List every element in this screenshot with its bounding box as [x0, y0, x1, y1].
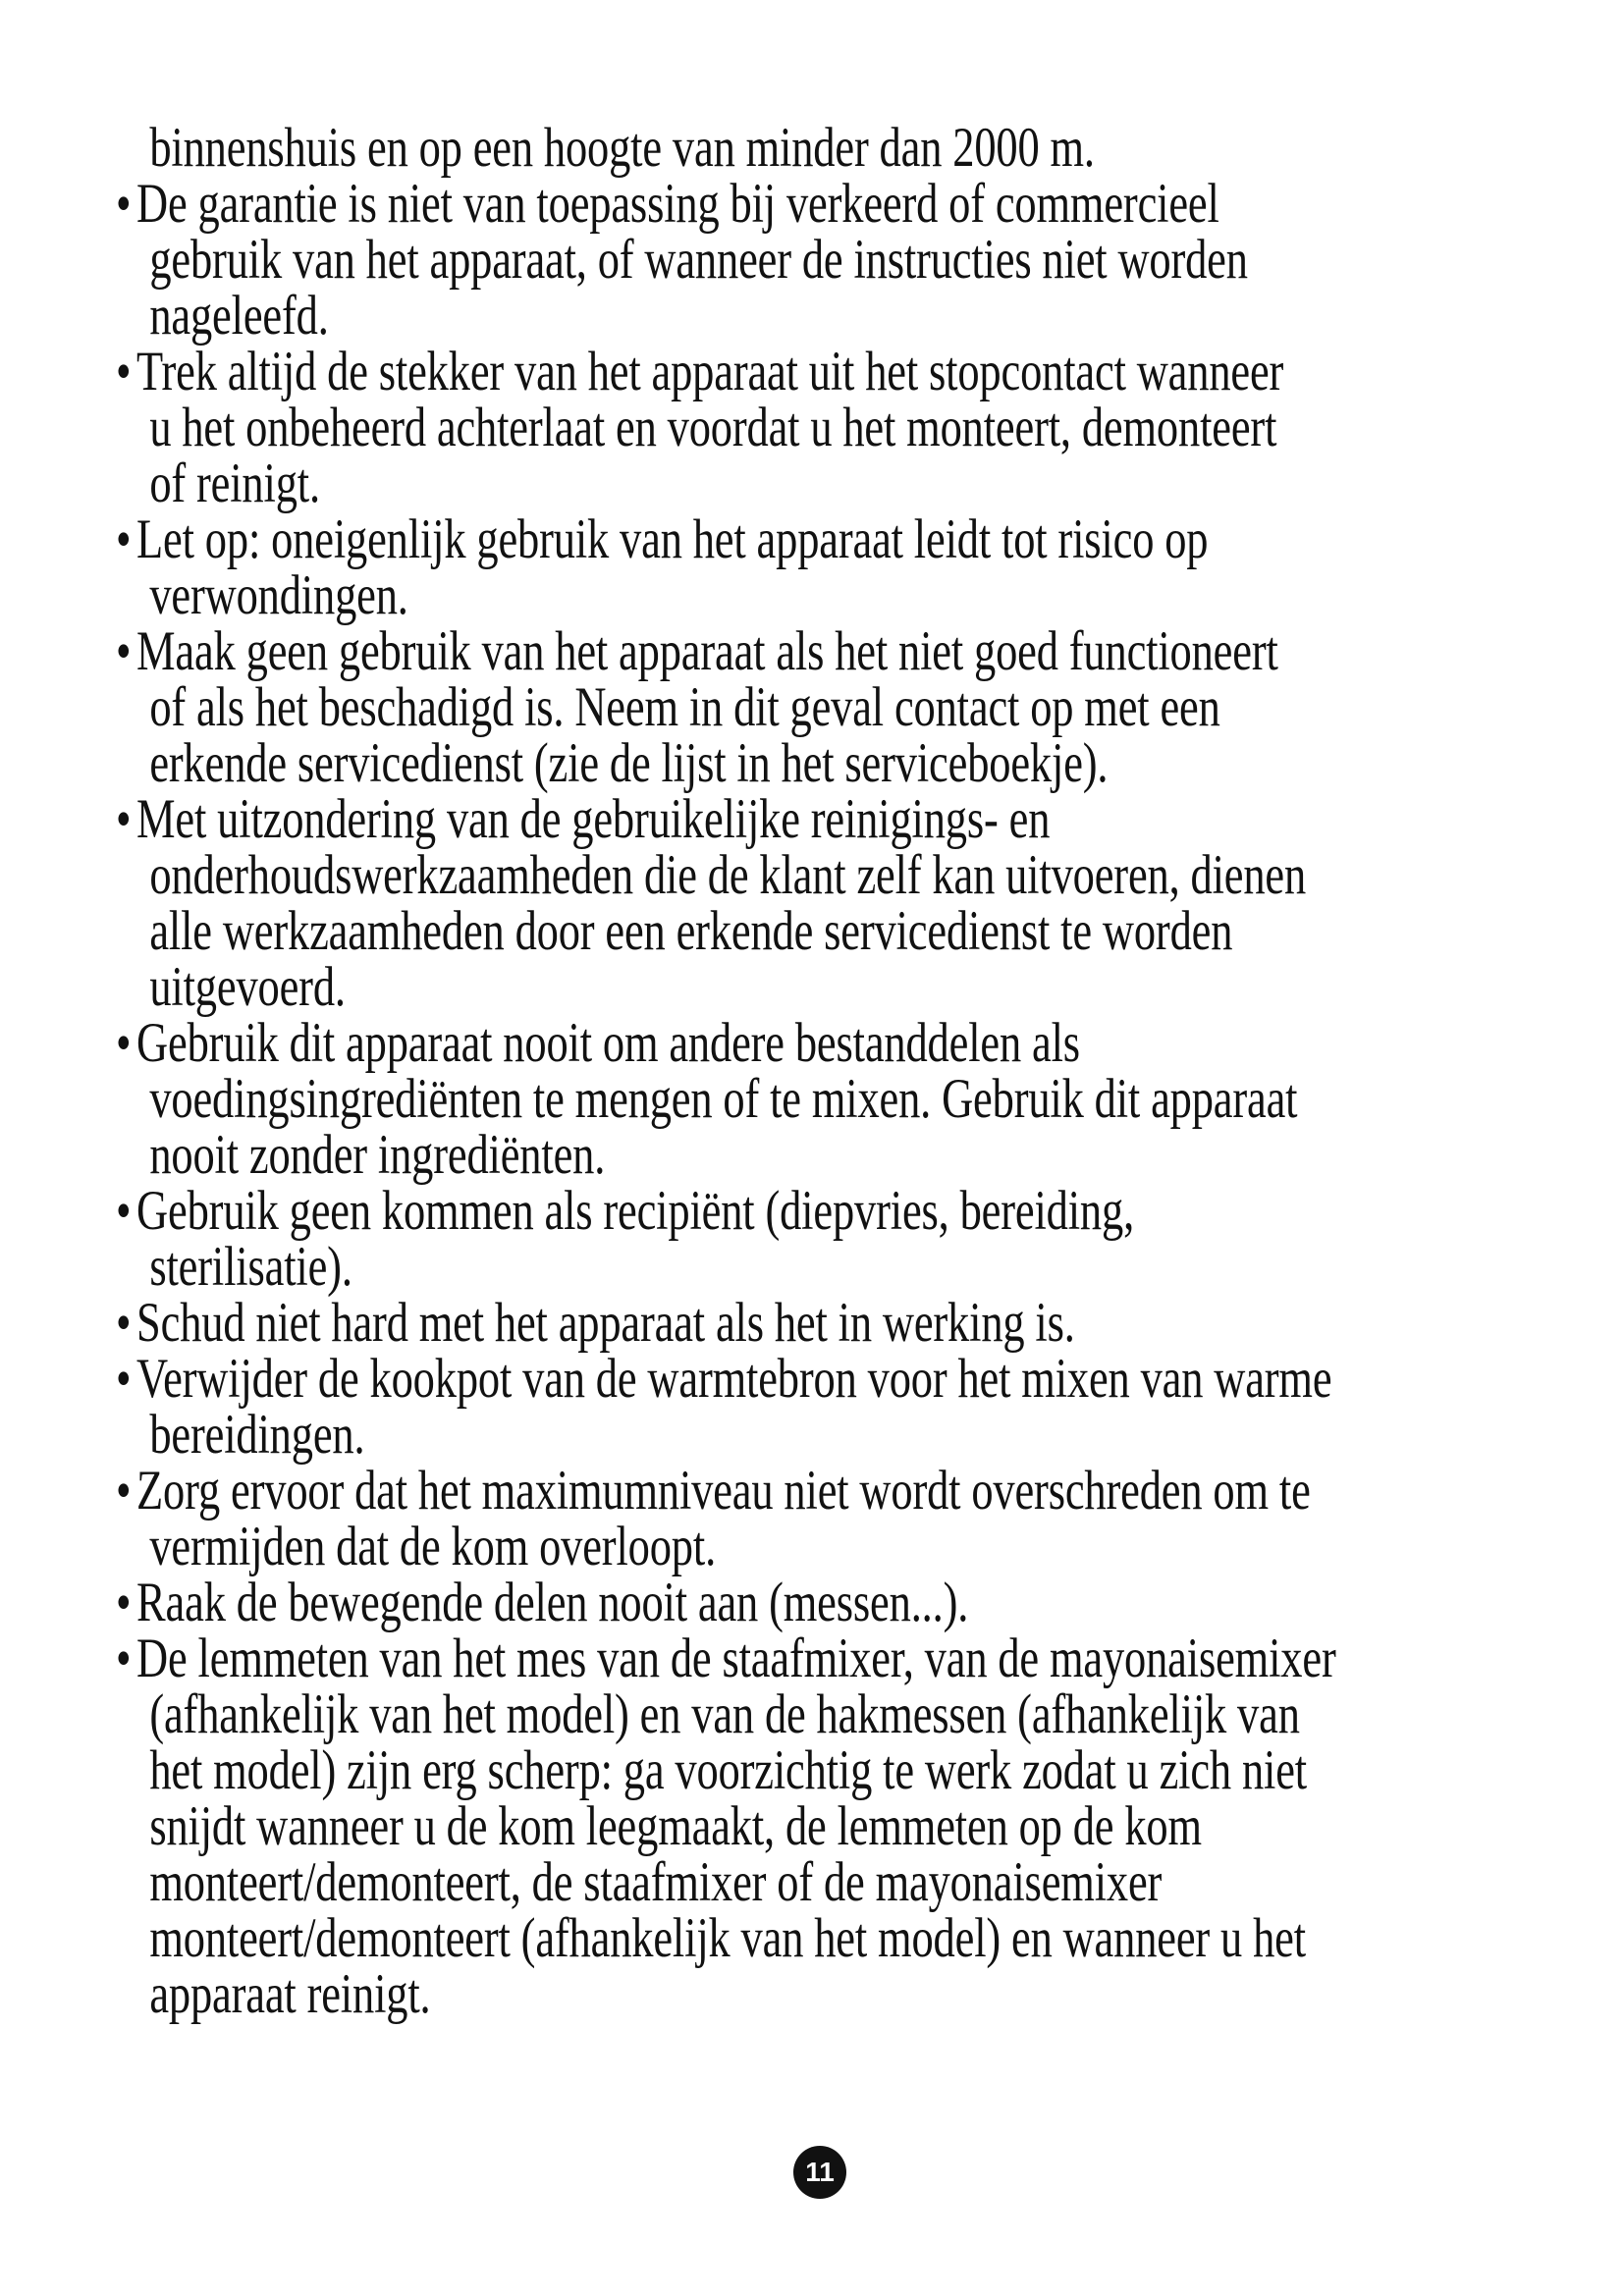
bullet-icon: • — [116, 1460, 132, 1522]
bullet-icon: • — [116, 508, 132, 570]
bullet-icon: • — [116, 341, 132, 402]
list-item-first-line: Trek altijd de stekker van het apparaat uit het stopcontact wanneer — [136, 341, 1284, 402]
list-item-line: uitgevoerd. — [149, 956, 346, 1018]
list-item — [116, 620, 1530, 794]
list-item-first-line: De garantie is niet van toepassing bij verkeerd of commercieel — [136, 173, 1219, 235]
bullet-icon: • — [116, 1628, 132, 1689]
list-item-line: onderhoudswerkzaamheden die de klant zelf kan uitvoeren, dienen — [149, 844, 1307, 906]
list-item — [116, 1460, 1530, 1577]
list-item-line: sterilisatie). — [149, 1236, 352, 1298]
bullet-icon: • — [116, 788, 132, 850]
list-item-line: erkende servicedienst (zie de lijst in het serviceboekje). — [149, 732, 1109, 794]
list-item-line: nageleefd. — [149, 285, 329, 347]
list-item-line: of als het beschadigd is. Neem in dit geval contact op met een — [149, 676, 1220, 738]
list-item-first-line: Gebruik geen kommen als recipiënt (diepvries, bereiding, — [136, 1180, 1135, 1242]
list-item — [116, 341, 1530, 514]
bullet-icon: • — [116, 173, 132, 235]
list-item — [116, 173, 1530, 347]
list-item-line: alle werkzaamheden door een erkende servicedienst te worden — [149, 900, 1233, 962]
list-item-first-line: De lemmeten van het mes van de staafmixer, van de mayonaisemixer — [136, 1628, 1336, 1689]
list-item-line: monteert/demonteert (afhankelijk van het model) en wanneer u het — [149, 1907, 1306, 1969]
list-item-first-line: Raak de bewegende delen nooit aan (messen...). — [136, 1572, 969, 1633]
list-item-line: (afhankelijk van het model) en van de hakmessen (afhankelijk van — [149, 1683, 1300, 1745]
list-item — [116, 1628, 1530, 2025]
list-item-first-line: Let op: oneigenlijk gebruik van het apparaat leidt tot risico op — [136, 508, 1209, 570]
list-item — [116, 1292, 1530, 1354]
list-item-line: gebruik van het apparaat, of wanneer de instructies niet worden — [149, 229, 1248, 291]
list-item-first-line: Verwijder de kookpot van de warmtebron voor het mixen van warme — [136, 1348, 1332, 1410]
page-body — [116, 117, 1530, 2025]
list-item-line: u het onbeheerd achterlaat en voordat u het monteert, demonteert — [149, 397, 1277, 458]
list-item-line: nooit zonder ingrediënten. — [149, 1124, 606, 1186]
bullet-icon: • — [116, 1180, 132, 1242]
list-item — [116, 1012, 1530, 1186]
bullet-icon: • — [116, 620, 132, 682]
list-item — [116, 508, 1530, 626]
list-item — [116, 1572, 1530, 1633]
list-item-line: bereidingen. — [149, 1404, 365, 1466]
safety-list — [116, 173, 1530, 2025]
list-item-first-line: Gebruik dit apparaat nooit om andere bestanddelen als — [136, 1012, 1080, 1074]
list-item-line: het model) zijn erg scherp: ga voorzichtig te werk zodat u zich niet — [149, 1739, 1307, 1801]
bullet-icon: • — [116, 1348, 132, 1410]
bullet-icon: • — [116, 1012, 132, 1074]
list-item-line: vermijden dat de kom overloopt. — [149, 1516, 717, 1577]
list-item-line: verwondingen. — [149, 564, 408, 626]
list-item-first-line: Met uitzondering van de gebruikelijke reinigings- en — [136, 788, 1051, 850]
continuation-line: binnenshuis en op een hoogte van minder dan 2000 m. — [149, 117, 1095, 179]
list-item-line: snijdt wanneer u de kom leegmaakt, de lemmeten op de kom — [149, 1795, 1202, 1857]
page-number: 11 — [793, 2146, 846, 2199]
list-item — [116, 788, 1530, 1018]
list-item-first-line: Zorg ervoor dat het maximumniveau niet wordt overschreden om te — [136, 1460, 1311, 1522]
list-item-first-line: Schud niet hard met het apparaat als het in werking is. — [136, 1292, 1075, 1354]
bullet-icon: • — [116, 1572, 132, 1633]
list-item-line: monteert/demonteert, de staafmixer of de mayonaisemixer — [149, 1851, 1163, 1913]
list-item — [116, 1180, 1530, 1298]
list-item-line: apparaat reinigt. — [149, 1963, 431, 2025]
bullet-icon: • — [116, 1292, 132, 1354]
list-item-line: voedingsingrediënten te mengen of te mixen. Gebruik dit apparaat — [149, 1068, 1298, 1130]
list-item-first-line: Maak geen gebruik van het apparaat als het niet goed functioneert — [136, 620, 1278, 682]
list-item-line: of reinigt. — [149, 453, 320, 514]
list-item — [116, 1348, 1530, 1466]
